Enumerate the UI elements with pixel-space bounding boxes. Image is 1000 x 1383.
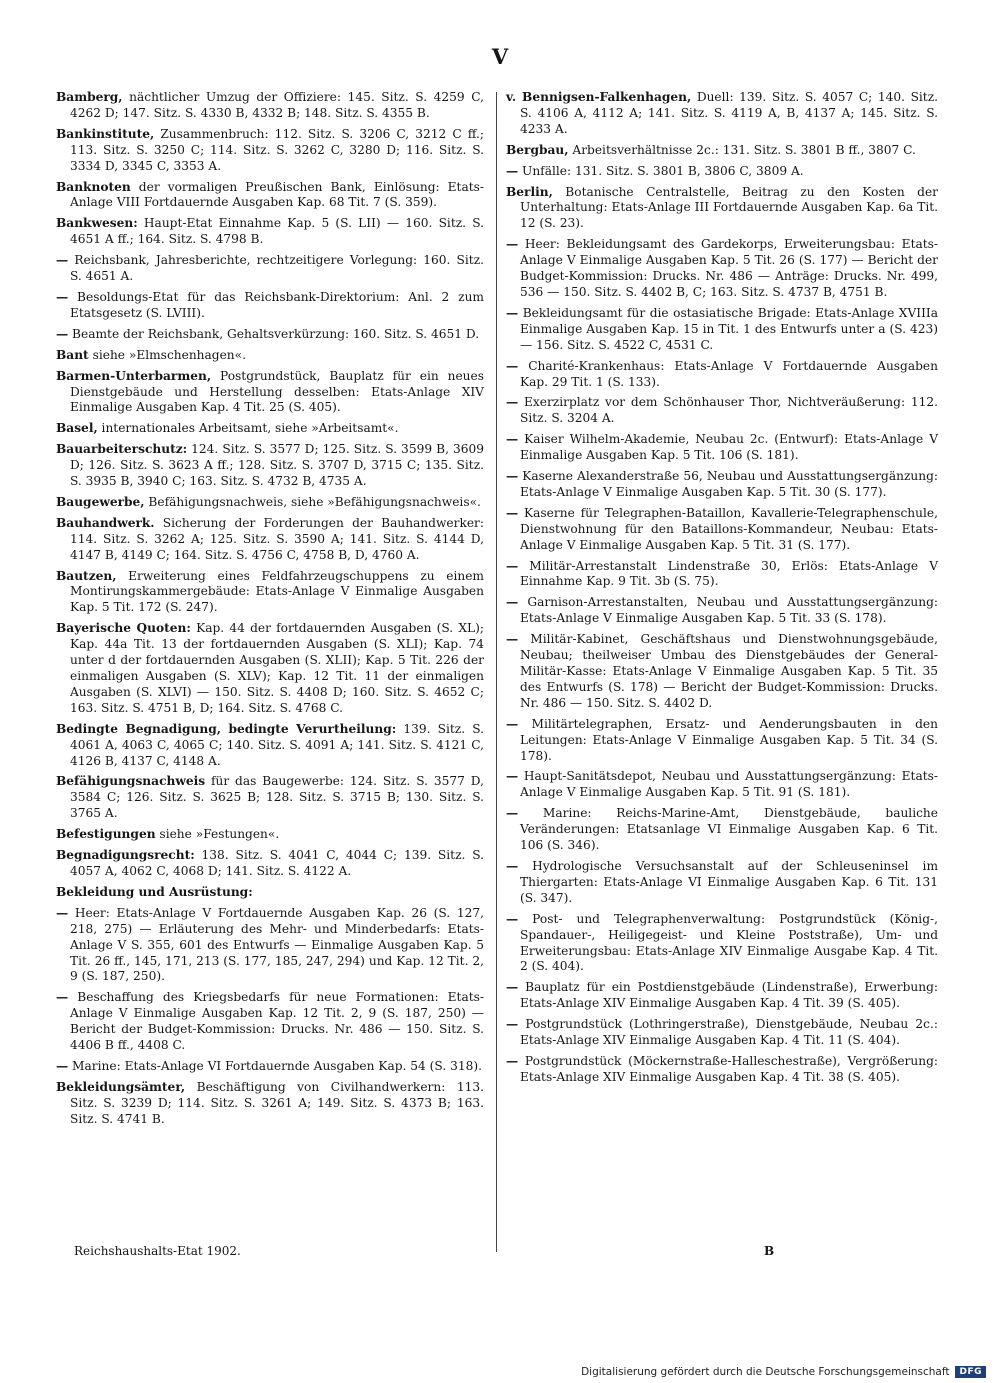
entry-references: Zusammenbruch: 112. Sitz. S. 3206 C, 3212 C ff.; 113. Sitz. S. 3250 C; 114. Sitz. S. 3262 C, 3280 D; 116. Sitz. S. 3334 D, 3345 C, 3353 A. (70, 126, 484, 173)
entry-references: Militär-Arrestanstalt Lindenstraße 30, Erlös: Etats-Anlage V Einnahme Kap. 9 Tit. 3b (S. 75). (518, 558, 938, 589)
entry-heading: — (506, 163, 519, 178)
index-entry (506, 1054, 938, 1086)
dfg-credit (581, 1366, 986, 1378)
index-entry (56, 885, 484, 901)
entry-references: Kap. 44 der fortdauernden Ausgaben (S. XL); Kap. 44a Tit. 13 der fortdauernden Ausgaben (S. XLI); Kap. 74 unter d der fortdauernden Ausgaben (S. XLII); Kap. 5 Tit. 226 der einmaligen Ausgaben (S. XLV); Kap. 12 Tit. 11 der einmaligen Ausgaben (S. XLVI) — 150. Sitz. S. 4408 D; 160. Sitz. S. 4652 C; 163. Sitz. S. 4751 B, D; 164. Sitz. S. 4768 C. (70, 621, 485, 715)
entry-references: Bauplatz für ein Postdienstgebäude (Lindenstraße), Erwerbung: Etats-Anlage XIV Einmalige Ausgaben Kap. 4 Tit. 39 (S. 405). (518, 980, 938, 1011)
entry-references: Bekleidungsamt für die ostasiatische Brigade: Etats-Anlage XVIIIa Einmalige Ausgaben Kap. 15 in Tit. 1 des Entwurfs unter a (S. 423) — 156. Sitz. S. 4522 C, 4531 C. (518, 305, 938, 352)
entry-references: Haupt-Etat Einnahme Kap. 5 (S. LII) — 160. Sitz. S. 4651 A ff.; 164. Sitz. S. 4798 B. (70, 216, 484, 247)
index-entry (506, 806, 938, 854)
index-entry (506, 859, 938, 907)
entry-references: Kaserne Alexanderstraße 56, Neubau und Ausstattungsergänzung: Etats-Anlage V Einmalige Ausgaben Kap. 5 Tit. 30 (S. 177). (518, 469, 938, 499)
entry-references: Arbeitsverhältnisse 2c.: 131. Sitz. S. 3801 B ff., 3807 C. (568, 142, 916, 157)
entry-references: Militär-Kabinet, Geschäftshaus und Dienstwohnungsgebäude, Neubau; theilweiser Umbau des Dienstgebäudes der General-Militär-Kasse: Etats-Anlage V Einmalige Ausgaben Kap. 5 Tit. 35 des Entwurfs (S. 178) — Bericht der Budget-Kommission: Drucks. Nr. 486 — 150. Sitz. S. 4402 D. (518, 632, 938, 710)
index-column-right (506, 90, 938, 1091)
index-entry (56, 369, 484, 417)
entry-heading: — (506, 432, 519, 447)
index-entry (506, 143, 938, 159)
entry-references: 124. Sitz. S. 3577 D; 125. Sitz. S. 3599 B, 3609 D; 126. Sitz. S. 3623 A ff.; 128. Sitz. S. 3707 D, 3715 C; 135. Sitz. S. 3935 B, 3940 C; 163. Sitz. S. 4732 B, 4735 A. (70, 442, 484, 489)
index-entry (506, 1017, 938, 1049)
entry-heading: Basel, (56, 421, 98, 436)
entry-heading: Berlin, (506, 184, 553, 199)
entry-references: Beschaffung des Kriegsbedarfs für neue Formationen: Etats-Anlage V Einmalige Ausgaben Kap. 12 Tit. 2, 9 (S. 187, 250) — Bericht der Budget-Kommission: Drucks. Nr. 486 — 150. Sitz. S. 4406 B ff., 4408 C. (68, 990, 484, 1053)
entry-references: Duell: 139. Sitz. S. 4057 C; 140. Sitz. S. 4106 A, 4112 A; 141. Sitz. S. 4119 A, B, 4137 A; 145. Sitz. S. 4233 A. (520, 90, 939, 136)
entry-references: 139. Sitz. S. 4061 A, 4063 C, 4065 C; 140. Sitz. S. 4091 A; 141. Sitz. S. 4121 C, 4126 B, 4137 C, 4148 A. (70, 721, 484, 768)
entry-references: Marine: Etats-Anlage VI Fortdauernde Ausgaben Kap. 54 (S. 318). (68, 1058, 482, 1073)
entry-references: Haupt-Sanitätsdepot, Neubau und Ausstattungsergänzung: Etats-Anlage V Einmalige Ausgaben Kap. 5 Tit. 91 (S. 181). (518, 769, 938, 800)
entry-heading: — (506, 806, 519, 821)
entry-references: Kaserne für Telegraphen-Bataillon, Kavallerie-Telegraphenschule, Dienstwohnung für den Bataillons-Kommandeur, Neubau: Etats-Anlage V Einmalige Ausgaben Kap. 5 Tit. 31 (S. 177). (518, 505, 938, 552)
index-entry (56, 421, 484, 437)
footer-title: Reichshaushalts-Etat 1902. (74, 1244, 241, 1258)
entry-references: Botanische Centralstelle, Beitrag zu den Kosten der Unterhaltung: Etats-Anlage III Fortdauernde Ausgaben Kap. 6a Tit. 12 (S. 23). (520, 184, 938, 231)
index-entry (506, 559, 938, 591)
entry-heading: — (506, 395, 519, 410)
index-entry (56, 516, 484, 564)
index-entry (56, 180, 484, 212)
index-entry (56, 253, 484, 285)
entry-references: Beamte der Reichsbank, Gehaltsverkürzung: 160. Sitz. S. 4651 D. (68, 326, 480, 341)
entry-heading: — (506, 980, 519, 995)
index-entry (56, 290, 484, 322)
entry-references: Heer: Bekleidungsamt des Gardekorps, Erweiterungsbau: Etats-Anlage V Einmalige Ausgaben Kap. 5 Tit. 26 (S. 177) — Bericht der Budget-Kommission: Drucks. Nr. 486 — Anträge: Drucks. Nr. 499, 536 — 150. Sitz. S. 4402 B, C; 163. Sitz. S. 4737 B, 4751 B. (518, 237, 938, 299)
entry-references: für das Baugewerbe: 124. Sitz. S. 3577 D, 3584 C; 126. Sitz. S. 3625 B; 128. Sitz. S. 3715 B; 130. Sitz. S. 3765 A. (70, 774, 484, 821)
entry-heading: Bauhandwerk. (56, 515, 155, 530)
entry-references: siehe »Festungen«. (155, 827, 280, 842)
entry-heading: Bamberg, (56, 90, 123, 104)
entry-references: Erweiterung eines Feldfahrzeugschuppens zu einem Montirungskammergebäude: Etats-Anlage V Einmalige Ausgaben Kap. 5 Tit. 172 (S. 247). (70, 568, 484, 615)
entry-heading: Bergbau, (506, 142, 569, 157)
signature-mark: B (764, 1244, 775, 1258)
entry-heading: — (56, 253, 69, 268)
entry-heading: — (506, 858, 519, 873)
index-entry (56, 327, 484, 343)
entry-heading: — (506, 632, 519, 647)
entry-heading: Bant (56, 347, 89, 362)
entry-heading: Bayerische Quoten: (56, 621, 191, 636)
index-entry (506, 595, 938, 627)
entry-references: siehe »Elmschenhagen«. (88, 347, 246, 362)
entry-heading: Bekleidungsämter, (56, 1079, 186, 1094)
index-entry (56, 1080, 484, 1128)
entry-references: Postgrundstück, Bauplatz für ein neues Dienstgebäude und Herstellung desselben: Etats-Anlage XIV Einmalige Ausgaben Kap. 4 Tit. 25 (S. 405). (70, 368, 484, 415)
entry-heading: — (56, 990, 69, 1005)
index-column-left (56, 90, 484, 1133)
entry-references: nächtlicher Umzug der Offiziere: 145. Sitz. S. 4259 C, 4262 D; 147. Sitz. S. 4330 B, 4332 B; 148. Sitz. S. 4355 B. (70, 90, 484, 120)
entry-heading: Bautzen, (56, 568, 117, 583)
entry-heading: — (506, 358, 519, 373)
entry-references: Beschäftigung von Civilhandwerkern: 113. Sitz. S. 3239 D; 114. Sitz. S. 3261 A; 149. Sitz. S. 4373 B; 163. Sitz. S. 4741 B. (70, 1079, 484, 1126)
entry-references: Post- und Telegraphenverwaltung: Postgrundstück (König-, Spandauer-, Heiligegeist- und Kleine Poststraße), Um- und Erweiterungsbau: Etats-Anlage XIV Einmalige Ausgabe Kap. 4 Tit. 2 (S. 404). (518, 911, 938, 974)
entry-references: Postgrundstück (Lothringerstraße), Dienstgebäude, Neubau 2c.: Etats-Anlage XIV Einmalige Ausgaben Kap. 4 Tit. 11 (S. 404). (518, 1017, 938, 1048)
entry-heading: — (506, 1053, 519, 1068)
index-entry (56, 442, 484, 490)
index-entry (56, 906, 484, 986)
index-entry (56, 216, 484, 248)
entry-heading: Baugewerbe, (56, 494, 145, 509)
page-number: V (491, 44, 509, 69)
entry-references: internationales Arbeitsamt, siehe »Arbeitsamt«. (97, 421, 399, 436)
entry-heading: Bauarbeiterschutz: (56, 442, 188, 457)
entry-heading: Begnadigungsrecht: (56, 848, 195, 863)
index-entry (56, 569, 484, 617)
entry-heading: Banknoten (56, 179, 131, 194)
dfg-logo-icon: DFG (955, 1366, 986, 1378)
entry-heading: Barmen-Unterbarmen, (56, 368, 212, 383)
index-entry (56, 348, 484, 364)
entry-heading: — (506, 1017, 519, 1032)
index-entry (56, 827, 484, 843)
index-entry (506, 185, 938, 233)
index-entry (506, 769, 938, 801)
entry-references: 138. Sitz. S. 4041 C, 4044 C; 139. Sitz. S. 4057 A, 4062 C, 4068 D; 141. Sitz. S. 4122 A. (70, 848, 484, 878)
entry-references: Besoldungs-Etat für das Reichsbank-Direktorium: Anl. 2 zum Etatsgesetz (S. LVIII). (68, 289, 484, 320)
entry-heading: Befestigungen (56, 827, 156, 842)
entry-heading: Bedingte Begnadigung, bedingte Verurtheilung: (56, 721, 397, 736)
index-entry (56, 990, 484, 1054)
entry-references: Militärtelegraphen, Ersatz- und Aenderungsbauten in den Leitungen: Etats-Anlage V Einmalige Ausgaben Kap. 5 Tit. 34 (S. 178). (518, 716, 938, 763)
index-entry (506, 306, 938, 354)
entry-heading: — (56, 905, 69, 920)
entry-references: Charité-Krankenhaus: Etats-Anlage V Fortdauernde Ausgaben Kap. 29 Tit. 1 (S. 133). (518, 358, 938, 389)
index-entry (506, 237, 938, 301)
index-entry (56, 495, 484, 511)
entry-heading: — (506, 716, 519, 731)
entry-references: Kaiser Wilhelm-Akademie, Neubau 2c. (Entwurf): Etats-Anlage V Einmalige Ausgaben Kap. 5 Tit. 106 (S. 181). (518, 432, 938, 463)
entry-references: Heer: Etats-Anlage V Fortdauernde Ausgaben Kap. 26 (S. 127, 218, 275) — Erläuterung des Mehr- und Minderbedarfs: Etats-Anlage V S. 355, 601 des Entwurfs — Einmalige Ausgaben Kap. 5 Tit. 26 ff., 145, 171, 213 (S. 177, 185, 247, 294) und Kap. 12 Tit. 2, 9 (S. 187, 250). (68, 905, 484, 984)
entry-heading: v. Bennigsen-Falkenhagen, (506, 90, 692, 104)
index-entry (56, 722, 484, 770)
index-entry (506, 432, 938, 464)
entry-heading: Bankinstitute, (56, 126, 155, 141)
entry-references: Unfälle: 131. Sitz. S. 3801 B, 3806 C, 3809 A. (518, 163, 804, 178)
index-entry (506, 395, 938, 427)
entry-heading: — (506, 911, 519, 926)
entry-heading: — (506, 595, 519, 610)
entry-references: Hydrologische Versuchsanstalt auf der Schleuseninsel im Thiergarten: Etats-Anlage VI Einmalige Ausgaben Kap. 6 Tit. 131 (S. 347). (518, 858, 938, 905)
index-entry (506, 506, 938, 554)
index-entry (56, 774, 484, 822)
entry-heading: Bankwesen: (56, 216, 138, 231)
entry-heading: — (56, 1058, 69, 1073)
entry-heading: — (506, 769, 519, 784)
entry-heading: — (56, 289, 69, 304)
entry-references: Exerzirplatz vor dem Schönhauser Thor, Nichtveräußerung: 112. Sitz. S. 3204 A. (518, 395, 938, 426)
entry-heading: — (506, 505, 519, 520)
dfg-credit-text: Digitalisierung gefördert durch die Deutsche Forschungsgemeinschaft (581, 1366, 950, 1378)
column-divider (496, 92, 497, 1252)
entry-heading: — (506, 469, 519, 484)
entry-heading: — (506, 305, 519, 320)
entry-heading: Bekleidung und Ausrüstung: (56, 884, 253, 899)
index-entry (506, 164, 938, 180)
entry-heading: — (56, 326, 69, 341)
entry-references: Sicherung der Forderungen der Bauhandwerker: 114. Sitz. S. 3262 A; 125. Sitz. S. 3590 A; 141. Sitz. S. 4144 D, 4147 B, 4149 C; 164. Sitz. S. 4756 C, 4758 B, D, 4760 A. (70, 515, 484, 562)
index-entry (56, 1059, 484, 1075)
entry-references: Marine: Reichs-Marine-Amt, Dienstgebäude, bauliche Veränderungen: Etatsanlage VI Einmalige Ausgaben Kap. 6 Tit. 106 (S. 346). (518, 806, 938, 853)
entry-references: Befähigungsnachweis, siehe »Befähigungsnachweis«. (144, 494, 481, 509)
index-entry (56, 621, 484, 716)
index-entry (56, 90, 484, 122)
index-entry (506, 469, 938, 501)
index-entry (506, 90, 938, 138)
index-entry (506, 632, 938, 712)
entry-references: Postgrundstück (Möckernstraße-Halleschestraße), Vergrößerung: Etats-Anlage XIV Einmalige Ausgaben Kap. 4 Tit. 38 (S. 405). (518, 1053, 938, 1084)
index-entry (56, 127, 484, 175)
index-entry (506, 980, 938, 1012)
entry-references: Reichsbank, Jahresberichte, rechtzeitigere Vorlegung: 160. Sitz. S. 4651 A. (68, 253, 484, 284)
index-entry (506, 912, 938, 976)
index-entry (56, 848, 484, 880)
entry-references: Garnison-Arrestanstalten, Neubau und Ausstattungsergänzung: Etats-Anlage V Einmalige Ausgaben Kap. 5 Tit. 33 (S. 178). (518, 595, 938, 626)
entry-heading: — (506, 237, 519, 252)
entry-heading: — (506, 558, 519, 573)
entry-heading: Befähigungsnachweis (56, 774, 206, 789)
index-entry (506, 717, 938, 765)
entry-references: der vormaligen Preußischen Bank, Einlösung: Etats-Anlage VIII Fortdauernde Ausgaben Kap. 68 Tit. 7 (S. 359). (70, 179, 484, 210)
index-entry (506, 359, 938, 391)
